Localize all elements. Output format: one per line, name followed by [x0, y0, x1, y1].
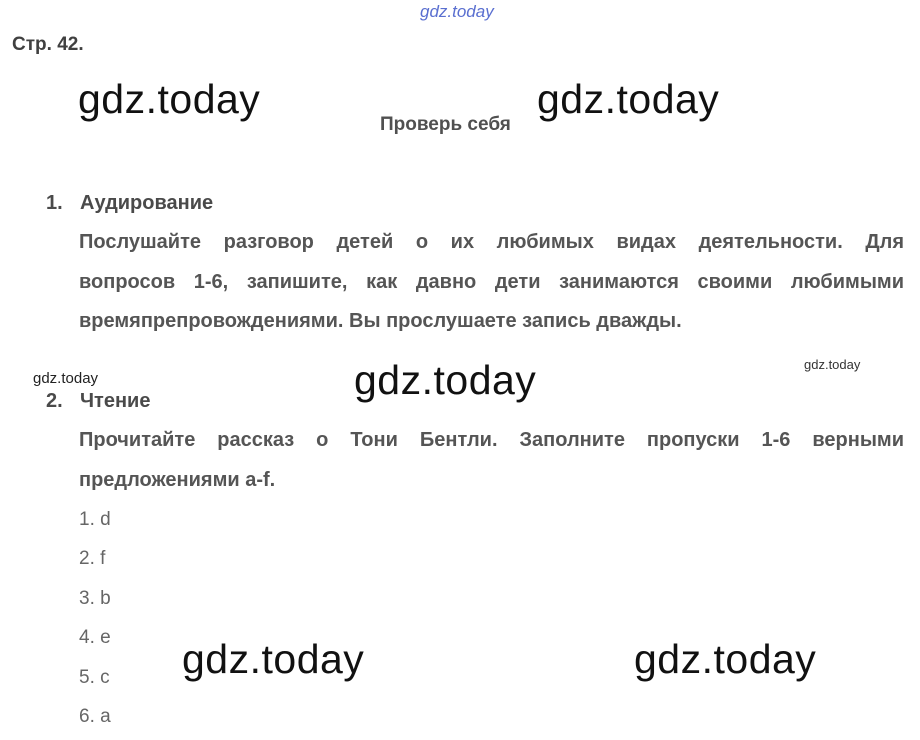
page-reference: Стр. 42.: [12, 34, 84, 55]
page-heading: Проверь себя: [380, 114, 511, 135]
watermark-small-left: gdz.today: [33, 370, 99, 387]
watermark-large-5: gdz.today: [634, 636, 817, 682]
section-1-number: 1.: [46, 192, 63, 214]
section-2-line-2: предложениями a-f.: [79, 468, 276, 491]
answer-4: 4. e: [79, 627, 111, 648]
watermark-top: gdz.today: [420, 2, 494, 21]
answer-6: 6. a: [79, 706, 111, 727]
answer-5: 5. c: [79, 667, 110, 688]
section-2-title: Чтение: [80, 390, 151, 412]
answer-1: 1. d: [79, 509, 111, 530]
section-1-line-3: времяпрепровождениями. Вы прослушаете запись дважды.: [79, 310, 682, 332]
watermark-large-2: gdz.today: [537, 76, 720, 122]
section-2-number: 2.: [46, 390, 63, 412]
watermark-small-right: gdz.today: [804, 357, 861, 372]
section-2-line-1: Прочитайте рассказ о Тони Бентли. Заполните пропуски 1-6 верными: [79, 429, 904, 451]
answer-3: 3. b: [79, 588, 111, 609]
watermark-large-4: gdz.today: [182, 636, 365, 682]
watermark-large-1: gdz.today: [78, 76, 261, 122]
section-1-line-1: Послушайте разговор детей о их любимых видах деятельности. Для: [79, 231, 904, 253]
section-1-line-2: вопросов 1-6, запишите, как давно дети занимаются своими любимыми: [79, 270, 904, 293]
section-1-title: Аудирование: [80, 192, 214, 214]
answer-2: 2. f: [79, 548, 106, 569]
section-1-instructions: [79, 223, 904, 342]
watermark-large-3: gdz.today: [354, 357, 537, 403]
section-2-instructions: [79, 421, 904, 500]
